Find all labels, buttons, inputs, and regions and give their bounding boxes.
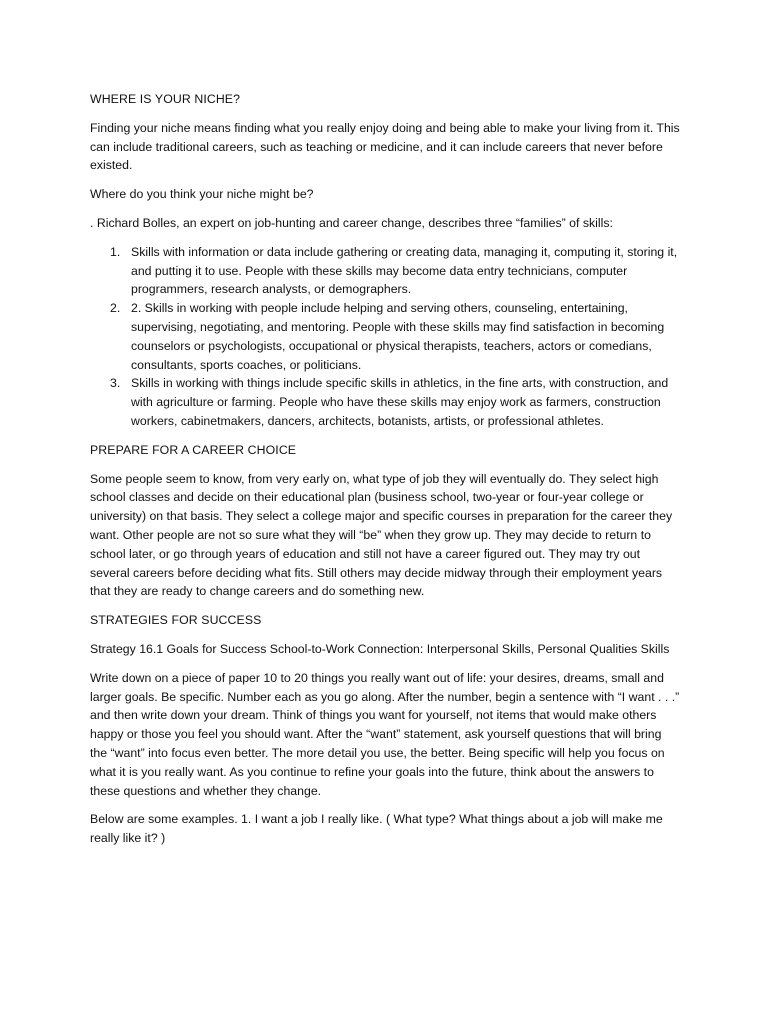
paragraph-bolles-intro: . Richard Bolles, an expert on job-hunting and career change, describes three “families” of skills: xyxy=(90,215,613,230)
list-item xyxy=(90,374,680,430)
paragraph-finding-niche: Finding your niche means finding what you really enjoy doing and being able to make your living from it. This can include traditional careers, such as teaching or medicine, and it can include careers that never before existed. xyxy=(90,120,680,173)
paragraph-examples: Below are some examples. 1. I want a job I really like. ( What type? What things about a job will make me really like it? ) xyxy=(90,812,663,846)
heading-where-is-your-niche: WHERE IS YOUR NICHE? xyxy=(90,92,241,106)
list-item xyxy=(90,243,680,299)
list-item-number: 3. xyxy=(110,376,121,391)
paragraph-write-down: Write down on a piece of paper 10 to 20 things you really want out of life: your desires, dreams, small and larger goals. Be specific. Number each as you go along. After the number, begin a sentence with “I want . . .” and then write down your dream. Think of things you want for yourself, not items that would make others happy or those you feel you should want. After the “want” statement, ask yourself questions that will bring the “want” into focus even better. The more detail you use, the better. Being specific will help you focus on what it is you really want. As you continue to refine your goals into the future, think about the answers to these questions and whether they change. xyxy=(90,670,680,798)
paragraph-niche-question: Where do you think your niche might be? xyxy=(90,187,314,202)
heading-strategies-for-success: STRATEGIES FOR SUCCESS xyxy=(90,613,262,628)
paragraph-prepare: Some people seem to know, from very early on, what type of job they will eventually do. They select high school classes and decide on their educational plan (business school, two-year or four-year college or university) on that basis. They select a college major and specific courses in preparation for the career they want. Other people are not so sure what they will “be” when they grow up. They may decide to return to school later, or go through years of education and still not have a career figured out. They may try out several careers before deciding what fits. Still others may decide midway through their employment years that they are ready to change careers and do something new. xyxy=(90,471,673,599)
heading-prepare-career-choice: PREPARE FOR A CAREER CHOICE xyxy=(90,442,297,457)
document-page xyxy=(90,90,680,858)
strategy-title: Strategy 16.1 Goals for Success School-to-Work Connection: Interpersonal Skills, Personal Qualities Skills xyxy=(90,641,670,656)
list-item-text: Skills with information or data include gathering or creating data, managing it, computing it, storing it, and putting it to use. People with these skills may become data entry technicians, computer programmers, research analysts, or demographers. xyxy=(131,244,678,297)
list-item-number: 1. xyxy=(110,244,121,259)
skills-families-list xyxy=(90,243,680,431)
list-item-text: Skills in working with things include specific skills in athletics, in the fine arts, with construction, and with agriculture or farming. People who have these skills may enjoy work as farmers, construction workers, cabinetmakers, dancers, architects, botanists, artists, or professional athletes. xyxy=(131,376,669,428)
list-item xyxy=(90,299,680,374)
list-item-number: 2. xyxy=(110,301,121,316)
list-item-text: 2. Skills in working with people include helping and serving others, counseling, entertaining, supervising, negotiating, and mentoring. People with these skills may find satisfaction in becoming counselors or psychologists, occupational or physical therapists, teachers, actors or comedians, consultants, sports coaches, or politicians. xyxy=(131,301,665,372)
